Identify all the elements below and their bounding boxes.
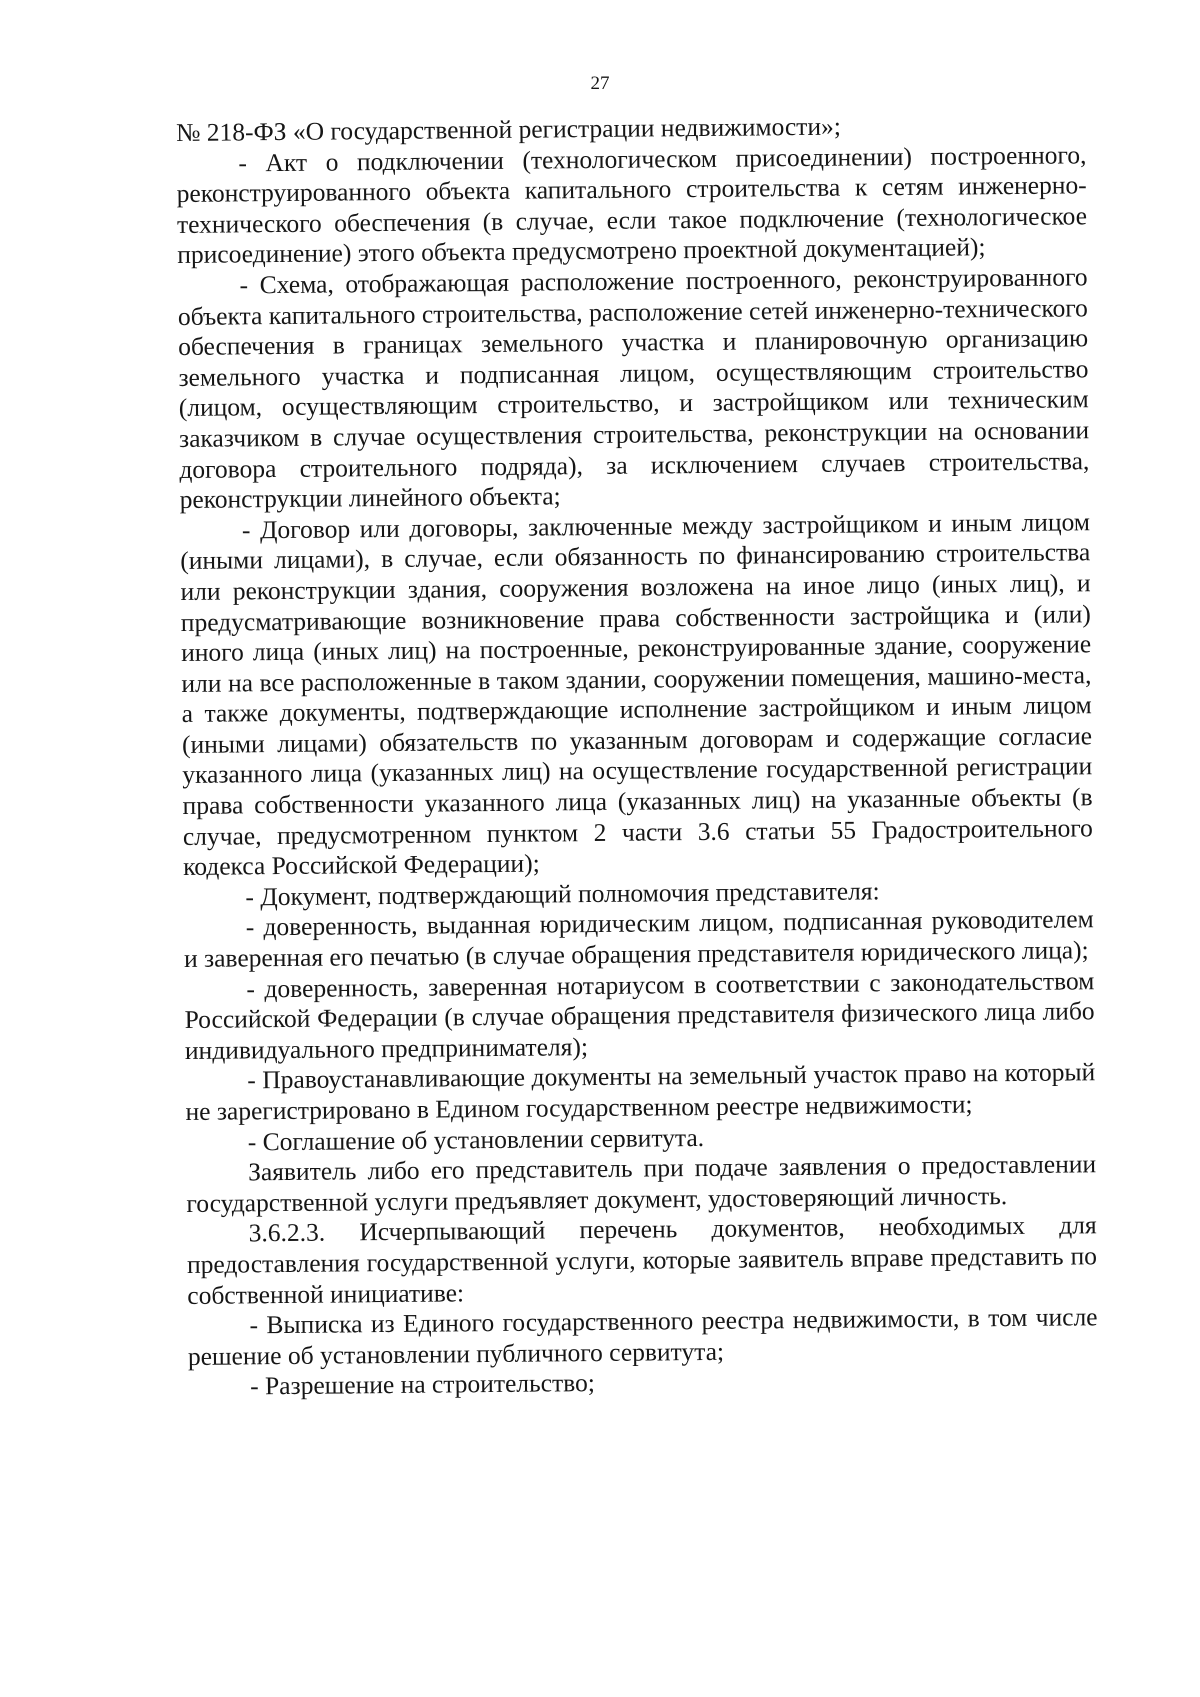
paragraph-identity-document: Заявитель либо его представитель при подаче заявления о предоставлении государственной услуги предъявляет документ, удостоверяющий личность. bbox=[186, 1149, 1097, 1218]
paragraph-section-3-6-2-3: 3.6.2.3. Исчерпывающий перечень документов, необходимых для предоставления государственной услуги, которые заявитель вправе представить по собственной инициативе: bbox=[186, 1210, 1098, 1310]
paragraph-easement-agreement: - Соглашение об установлении сервитута. bbox=[247, 1122, 705, 1156]
paragraph-law-reference: № 218-ФЗ «О государственной регистрации недвижимости»; bbox=[176, 111, 841, 147]
paragraph-authority-document: - Документ, подтверждающий полномочия представителя: bbox=[245, 876, 880, 912]
paragraph-registry-extract: - Выписка из Единого государственного реестра недвижимости, в том числе решение об установлении публичного сервитута; bbox=[187, 1302, 1098, 1371]
paragraph-notarized-poa: - доверенность, заверенная нотариусом в соответствии с законодательством Российской Федерации (в случае обращения представителя физического лица либо индивидуального предпринимателя); bbox=[184, 965, 1095, 1065]
document-body bbox=[176, 109, 1098, 1403]
paragraph-layout-scheme: - Схема, отображающая расположение построенного, реконструированного объекта капитального строительства, расположение сетей инженерно-технического обеспечения в границах земельного участка и планировочную организацию земельного участка и подписанная лицом, осуществляющим строительство (лицом, осуществляющим строительство, и застройщиком или техническим заказчиком в случае осуществления строительства, реконструкции на основании договора строительного подряда), за исключением случаев строительства, реконструкции линейного объекта; bbox=[177, 262, 1090, 515]
paragraph-contracts: - Договор или договоры, заключенные между застройщиком и иным лицом (иными лицами), в случае, если обязанность по финансированию строительства или реконструкции здания, сооружения возложена на иное лицо (иных лиц), и предусматривающие возникновение права собственности застройщика и (или) иного лица (иных лиц) на построенные, реконструированные здание, сооружение или на все расположенные в таком здании, сооружении помещения, машино-места, а также документы, подтверждающие исполнение застройщиком и иным лицом (иными лицами) обязательств по указанным договорам и содержащие согласие указанного лица (указанных лиц) на осуществление государственной регистрации права собственности указанного лица (указанных лиц) на указанные объекты (в случае, предусмотренном пунктом 2 части 3.6 статьи 55 Градостроительного кодекса Российской Федерации); bbox=[180, 506, 1093, 882]
paragraph-land-title-documents: - Правоустанавливающие документы на земельный участок право на который не зарегистрировано в Едином государственном реестре недвижимости; bbox=[185, 1057, 1096, 1126]
page-number: 27 bbox=[590, 73, 610, 94]
paragraph-building-permit: - Разрешение на строительство; bbox=[250, 1368, 595, 1401]
paragraph-connection-act: - Акт о подключении (технологическом присоединении) построенного, реконструированного объекта капитального строительства к сетям инженерно-технического обеспечения (в случае, если такое подключение (технологическое присоединение) этого объекта предусмотрено проектной документацией); bbox=[176, 139, 1088, 270]
paragraph-legal-entity-poa: - доверенность, выданная юридическим лицом, подписанная руководителем и заверенная его печатью (в случае обращения представителя юридического лица); bbox=[183, 904, 1094, 973]
